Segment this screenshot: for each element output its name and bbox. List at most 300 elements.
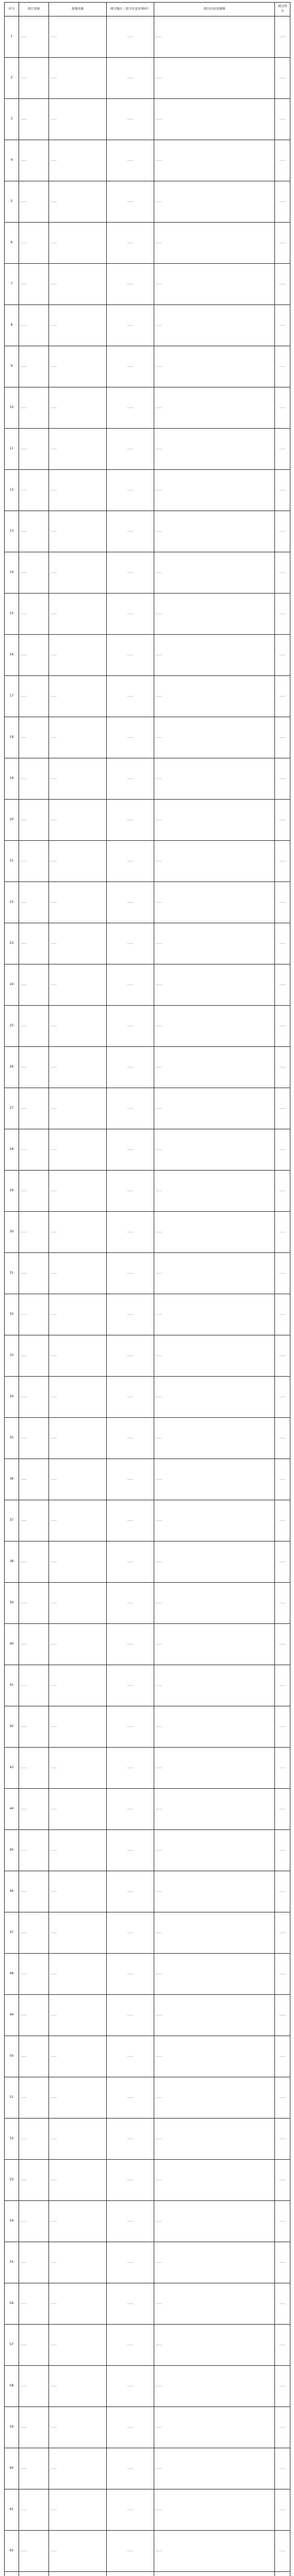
row-number: 44 xyxy=(5,1789,19,1830)
project-score: …… xyxy=(275,2325,290,2366)
row-number: 40 xyxy=(5,1624,19,1665)
project-content: …… xyxy=(154,2366,275,2407)
table-row xyxy=(5,1377,290,1418)
project-name: …… xyxy=(19,470,49,511)
project-region: …… xyxy=(107,758,154,800)
table-row xyxy=(5,2119,290,2160)
project-name: …… xyxy=(19,1665,49,1706)
project-name: …… xyxy=(19,923,49,964)
base-name: …… xyxy=(49,1006,107,1047)
project-region: …… xyxy=(107,1871,154,1912)
project-score: …… xyxy=(275,1335,290,1377)
base-name: …… xyxy=(49,1624,107,1665)
project-content: …… xyxy=(154,800,275,841)
table-row xyxy=(5,594,290,635)
project-name: …… xyxy=(19,181,49,223)
project-region: …… xyxy=(107,2242,154,2283)
header-project-score: 项目得分 xyxy=(275,3,290,16)
project-name: …… xyxy=(19,1088,49,1129)
project-score: …… xyxy=(275,1088,290,1129)
project-content: …… xyxy=(154,1624,275,1665)
project-region: …… xyxy=(107,1129,154,1171)
project-content: …… xyxy=(154,2119,275,2160)
project-score: …… xyxy=(275,99,290,140)
base-name: …… xyxy=(49,16,107,58)
row-number: 8 xyxy=(5,305,19,346)
table-row xyxy=(5,1871,290,1912)
base-name: …… xyxy=(49,181,107,223)
project-name: …… xyxy=(19,1789,49,1830)
base-name: …… xyxy=(49,1335,107,1377)
table-row xyxy=(5,1088,290,1129)
base-name: …… xyxy=(49,1912,107,1954)
base-name: …… xyxy=(49,2366,107,2407)
project-name: …… xyxy=(19,1912,49,1954)
project-content: …… xyxy=(154,511,275,552)
table-row xyxy=(5,923,290,964)
project-score: …… xyxy=(275,1706,290,1748)
project-region: …… xyxy=(107,2283,154,2325)
project-content: …… xyxy=(154,346,275,387)
row-number: 13 xyxy=(5,511,19,552)
row-number: 57 xyxy=(5,2325,19,2366)
project-score: …… xyxy=(275,2242,290,2283)
project-content: …… xyxy=(154,1129,275,1171)
project-score: …… xyxy=(275,1789,290,1830)
project-region: …… xyxy=(107,717,154,758)
base-name: …… xyxy=(49,58,107,99)
row-number: 5 xyxy=(5,181,19,223)
project-name: …… xyxy=(19,387,49,429)
row-number: 60 xyxy=(5,2448,19,2489)
project-region: …… xyxy=(107,1583,154,1624)
project-region: …… xyxy=(107,1377,154,1418)
row-number: 39 xyxy=(5,1583,19,1624)
project-content: …… xyxy=(154,635,275,676)
table-row xyxy=(5,58,290,99)
table-body xyxy=(5,16,290,2576)
project-region: …… xyxy=(107,58,154,99)
project-region xyxy=(107,2572,154,2576)
project-content: …… xyxy=(154,2283,275,2325)
project-content: …… xyxy=(154,552,275,594)
base-name: …… xyxy=(49,470,107,511)
project-name: …… xyxy=(19,2407,49,2448)
table-row xyxy=(5,1541,290,1583)
project-region: …… xyxy=(107,1294,154,1335)
row-number: 43 xyxy=(5,1748,19,1789)
project-score: …… xyxy=(275,1748,290,1789)
project-name: …… xyxy=(19,1748,49,1789)
header-project-content: 项目内容及规模 xyxy=(154,3,275,16)
project-score: …… xyxy=(275,594,290,635)
project-region: …… xyxy=(107,1088,154,1129)
project-score: …… xyxy=(275,470,290,511)
project-score: …… xyxy=(275,223,290,264)
project-content: …… xyxy=(154,1912,275,1954)
row-number: 12 xyxy=(5,470,19,511)
project-name: …… xyxy=(19,758,49,800)
base-name: …… xyxy=(49,1706,107,1748)
base-name: …… xyxy=(49,140,107,181)
project-score: …… xyxy=(275,58,290,99)
project-score: …… xyxy=(275,1459,290,1500)
project-score: …… xyxy=(275,511,290,552)
table-row xyxy=(5,1789,290,1830)
base-name: …… xyxy=(49,346,107,387)
table-row xyxy=(5,1253,290,1294)
base-name: …… xyxy=(49,1377,107,1418)
row-number: 14 xyxy=(5,552,19,594)
table-row xyxy=(5,2572,290,2576)
base-name: …… xyxy=(49,2325,107,2366)
row-number: 42 xyxy=(5,1706,19,1748)
row-number: 22 xyxy=(5,882,19,923)
project-name: …… xyxy=(19,2119,49,2160)
project-name xyxy=(19,2572,49,2576)
project-name: …… xyxy=(19,1995,49,2036)
project-score: …… xyxy=(275,181,290,223)
project-score: …… xyxy=(275,264,290,305)
base-name: …… xyxy=(49,264,107,305)
row-number: 30 xyxy=(5,1212,19,1253)
base-name: …… xyxy=(49,1748,107,1789)
project-content: …… xyxy=(154,1500,275,1541)
project-name: …… xyxy=(19,1418,49,1459)
project-name: …… xyxy=(19,1253,49,1294)
row-number: 51 xyxy=(5,2077,19,2119)
project-content: …… xyxy=(154,1212,275,1253)
base-name: …… xyxy=(49,1459,107,1500)
row-number: 33 xyxy=(5,1335,19,1377)
row-number: 54 xyxy=(5,2201,19,2242)
project-score: …… xyxy=(275,1954,290,1995)
project-score: …… xyxy=(275,305,290,346)
project-name: …… xyxy=(19,882,49,923)
row-number: 34 xyxy=(5,1377,19,1418)
base-name: …… xyxy=(49,429,107,470)
table-row xyxy=(5,99,290,140)
project-score: …… xyxy=(275,1171,290,1212)
project-content: …… xyxy=(154,923,275,964)
base-name: …… xyxy=(49,99,107,140)
base-name: …… xyxy=(49,511,107,552)
project-score: …… xyxy=(275,1212,290,1253)
table-row xyxy=(5,635,290,676)
project-name: …… xyxy=(19,1830,49,1871)
base-name: …… xyxy=(49,1830,107,1871)
base-name: …… xyxy=(49,2201,107,2242)
project-name: …… xyxy=(19,2160,49,2201)
project-name: …… xyxy=(19,1377,49,1418)
table-row xyxy=(5,1912,290,1954)
table-row xyxy=(5,346,290,387)
base-name: …… xyxy=(49,758,107,800)
row-number: 28 xyxy=(5,1129,19,1171)
project-content xyxy=(154,2572,275,2576)
row-number: 56 xyxy=(5,2283,19,2325)
row-number: 23 xyxy=(5,923,19,964)
row-number: 18 xyxy=(5,717,19,758)
project-content: …… xyxy=(154,140,275,181)
project-content: …… xyxy=(154,1088,275,1129)
base-name: …… xyxy=(49,676,107,717)
base-name: …… xyxy=(49,1500,107,1541)
project-score: …… xyxy=(275,1377,290,1418)
base-name: …… xyxy=(49,2036,107,2077)
project-content: …… xyxy=(154,1830,275,1871)
row-number: 62 xyxy=(5,2531,19,2572)
row-number: 9 xyxy=(5,346,19,387)
project-content: …… xyxy=(154,429,275,470)
table-row xyxy=(5,717,290,758)
table-row xyxy=(5,882,290,923)
project-name: …… xyxy=(19,1006,49,1047)
table-row xyxy=(5,2283,290,2325)
table-row xyxy=(5,800,290,841)
project-region: …… xyxy=(107,2077,154,2119)
project-region: …… xyxy=(107,1830,154,1871)
table-row xyxy=(5,1459,290,1500)
row-number: 20 xyxy=(5,800,19,841)
project-content: …… xyxy=(154,2448,275,2489)
row-number: 45 xyxy=(5,1830,19,1871)
project-name: …… xyxy=(19,1541,49,1583)
base-name: …… xyxy=(49,223,107,264)
base-name: …… xyxy=(49,2160,107,2201)
project-score: …… xyxy=(275,1830,290,1871)
project-region: …… xyxy=(107,882,154,923)
header-base-name: 基地名称 xyxy=(49,3,107,16)
project-content: …… xyxy=(154,1583,275,1624)
table-row xyxy=(5,2242,290,2283)
project-name: …… xyxy=(19,429,49,470)
project-content: …… xyxy=(154,387,275,429)
table-row xyxy=(5,2366,290,2407)
project-score: …… xyxy=(275,429,290,470)
header-project-name: 项目名称 xyxy=(19,3,49,16)
project-name: …… xyxy=(19,717,49,758)
row-number: 6 xyxy=(5,223,19,264)
project-name: …… xyxy=(19,1171,49,1212)
table-row xyxy=(5,1047,290,1088)
row-number: 1 xyxy=(5,16,19,58)
project-name: …… xyxy=(19,264,49,305)
table-row xyxy=(5,2325,290,2366)
project-content: …… xyxy=(154,1377,275,1418)
project-region: …… xyxy=(107,800,154,841)
project-score: …… xyxy=(275,841,290,882)
row-number xyxy=(5,2572,19,2576)
project-name: …… xyxy=(19,305,49,346)
project-name: …… xyxy=(19,58,49,99)
project-content: …… xyxy=(154,1171,275,1212)
project-region: …… xyxy=(107,264,154,305)
project-content: …… xyxy=(154,1006,275,1047)
project-content: …… xyxy=(154,2201,275,2242)
table-row xyxy=(5,181,290,223)
project-name: …… xyxy=(19,1294,49,1335)
base-name: …… xyxy=(49,2077,107,2119)
row-number: 17 xyxy=(5,676,19,717)
project-content: …… xyxy=(154,717,275,758)
project-region: …… xyxy=(107,1047,154,1088)
project-score: …… xyxy=(275,964,290,1006)
project-region: …… xyxy=(107,1418,154,1459)
project-content: …… xyxy=(154,1294,275,1335)
project-content: …… xyxy=(154,223,275,264)
project-content: …… xyxy=(154,1871,275,1912)
project-region: …… xyxy=(107,429,154,470)
project-region: …… xyxy=(107,1335,154,1377)
row-number: 7 xyxy=(5,264,19,305)
project-name: …… xyxy=(19,2325,49,2366)
row-number: 4 xyxy=(5,140,19,181)
table-row xyxy=(5,470,290,511)
row-number: 10 xyxy=(5,387,19,429)
base-name: …… xyxy=(49,1665,107,1706)
project-region: …… xyxy=(107,387,154,429)
row-number: 48 xyxy=(5,1954,19,1995)
table-row xyxy=(5,841,290,882)
table-row xyxy=(5,1171,290,1212)
base-name: …… xyxy=(49,2448,107,2489)
base-name: …… xyxy=(49,305,107,346)
table-row xyxy=(5,1335,290,1377)
row-number: 32 xyxy=(5,1294,19,1335)
project-name: …… xyxy=(19,1871,49,1912)
project-region: …… xyxy=(107,99,154,140)
base-name: …… xyxy=(49,1212,107,1253)
project-region: …… xyxy=(107,2119,154,2160)
project-region: …… xyxy=(107,2160,154,2201)
project-content: …… xyxy=(154,964,275,1006)
row-number: 46 xyxy=(5,1871,19,1912)
project-region: …… xyxy=(107,923,154,964)
project-score: …… xyxy=(275,552,290,594)
table-row xyxy=(5,2531,290,2572)
project-score: …… xyxy=(275,1129,290,1171)
project-name: …… xyxy=(19,594,49,635)
row-number: 25 xyxy=(5,1006,19,1047)
table-row xyxy=(5,552,290,594)
base-name: …… xyxy=(49,1294,107,1335)
project-region: …… xyxy=(107,16,154,58)
project-name: …… xyxy=(19,1047,49,1088)
row-number: 21 xyxy=(5,841,19,882)
project-name: …… xyxy=(19,1500,49,1541)
table-row xyxy=(5,2160,290,2201)
project-score: …… xyxy=(275,140,290,181)
project-region: …… xyxy=(107,1541,154,1583)
project-region: …… xyxy=(107,635,154,676)
base-name: …… xyxy=(49,594,107,635)
project-region: …… xyxy=(107,594,154,635)
project-content: …… xyxy=(154,594,275,635)
base-name: …… xyxy=(49,964,107,1006)
table-row xyxy=(5,1665,290,1706)
table-row xyxy=(5,1212,290,1253)
table-row xyxy=(5,2407,290,2448)
project-score: …… xyxy=(275,2448,290,2489)
base-name: …… xyxy=(49,1789,107,1830)
row-number: 26 xyxy=(5,1047,19,1088)
project-score: …… xyxy=(275,2531,290,2572)
project-name: …… xyxy=(19,16,49,58)
project-score: …… xyxy=(275,2077,290,2119)
project-content: …… xyxy=(154,2160,275,2201)
table-row xyxy=(5,1830,290,1871)
project-score: …… xyxy=(275,923,290,964)
table-row xyxy=(5,964,290,1006)
project-score: …… xyxy=(275,1912,290,1954)
project-name: …… xyxy=(19,676,49,717)
project-score: …… xyxy=(275,882,290,923)
project-region: …… xyxy=(107,1995,154,2036)
row-number: 11 xyxy=(5,429,19,470)
project-region: …… xyxy=(107,1006,154,1047)
row-number: 38 xyxy=(5,1541,19,1583)
project-table xyxy=(4,2,290,2576)
project-name: …… xyxy=(19,1624,49,1665)
project-score: …… xyxy=(275,1624,290,1665)
project-name: …… xyxy=(19,1459,49,1500)
project-content: …… xyxy=(154,16,275,58)
project-name: …… xyxy=(19,635,49,676)
project-region: …… xyxy=(107,2036,154,2077)
project-name: …… xyxy=(19,140,49,181)
project-score: …… xyxy=(275,2489,290,2531)
row-number: 19 xyxy=(5,758,19,800)
project-content: …… xyxy=(154,2407,275,2448)
table-row xyxy=(5,758,290,800)
project-content: …… xyxy=(154,2531,275,2572)
project-name: …… xyxy=(19,964,49,1006)
project-name: …… xyxy=(19,552,49,594)
project-name: …… xyxy=(19,99,49,140)
table-row xyxy=(5,1954,290,1995)
project-score: …… xyxy=(275,1047,290,1088)
base-name: …… xyxy=(49,1995,107,2036)
base-name: …… xyxy=(49,1088,107,1129)
project-score: …… xyxy=(275,2366,290,2407)
project-score: …… xyxy=(275,1995,290,2036)
row-number: 16 xyxy=(5,635,19,676)
base-name: …… xyxy=(49,1171,107,1212)
project-name: …… xyxy=(19,800,49,841)
project-content: …… xyxy=(154,676,275,717)
base-name: …… xyxy=(49,1047,107,1088)
project-score: …… xyxy=(275,346,290,387)
project-score: …… xyxy=(275,1583,290,1624)
row-number: 53 xyxy=(5,2160,19,2201)
project-content: …… xyxy=(154,882,275,923)
project-score: …… xyxy=(275,1665,290,1706)
project-score: …… xyxy=(275,1541,290,1583)
project-score: …… xyxy=(275,16,290,58)
project-score xyxy=(275,2572,290,2576)
project-region: …… xyxy=(107,140,154,181)
project-score: …… xyxy=(275,2407,290,2448)
table-row xyxy=(5,387,290,429)
project-content: …… xyxy=(154,181,275,223)
table-row xyxy=(5,1583,290,1624)
project-region: …… xyxy=(107,841,154,882)
base-name: …… xyxy=(49,1871,107,1912)
project-content: …… xyxy=(154,1995,275,2036)
project-name: …… xyxy=(19,1583,49,1624)
table-row xyxy=(5,429,290,470)
